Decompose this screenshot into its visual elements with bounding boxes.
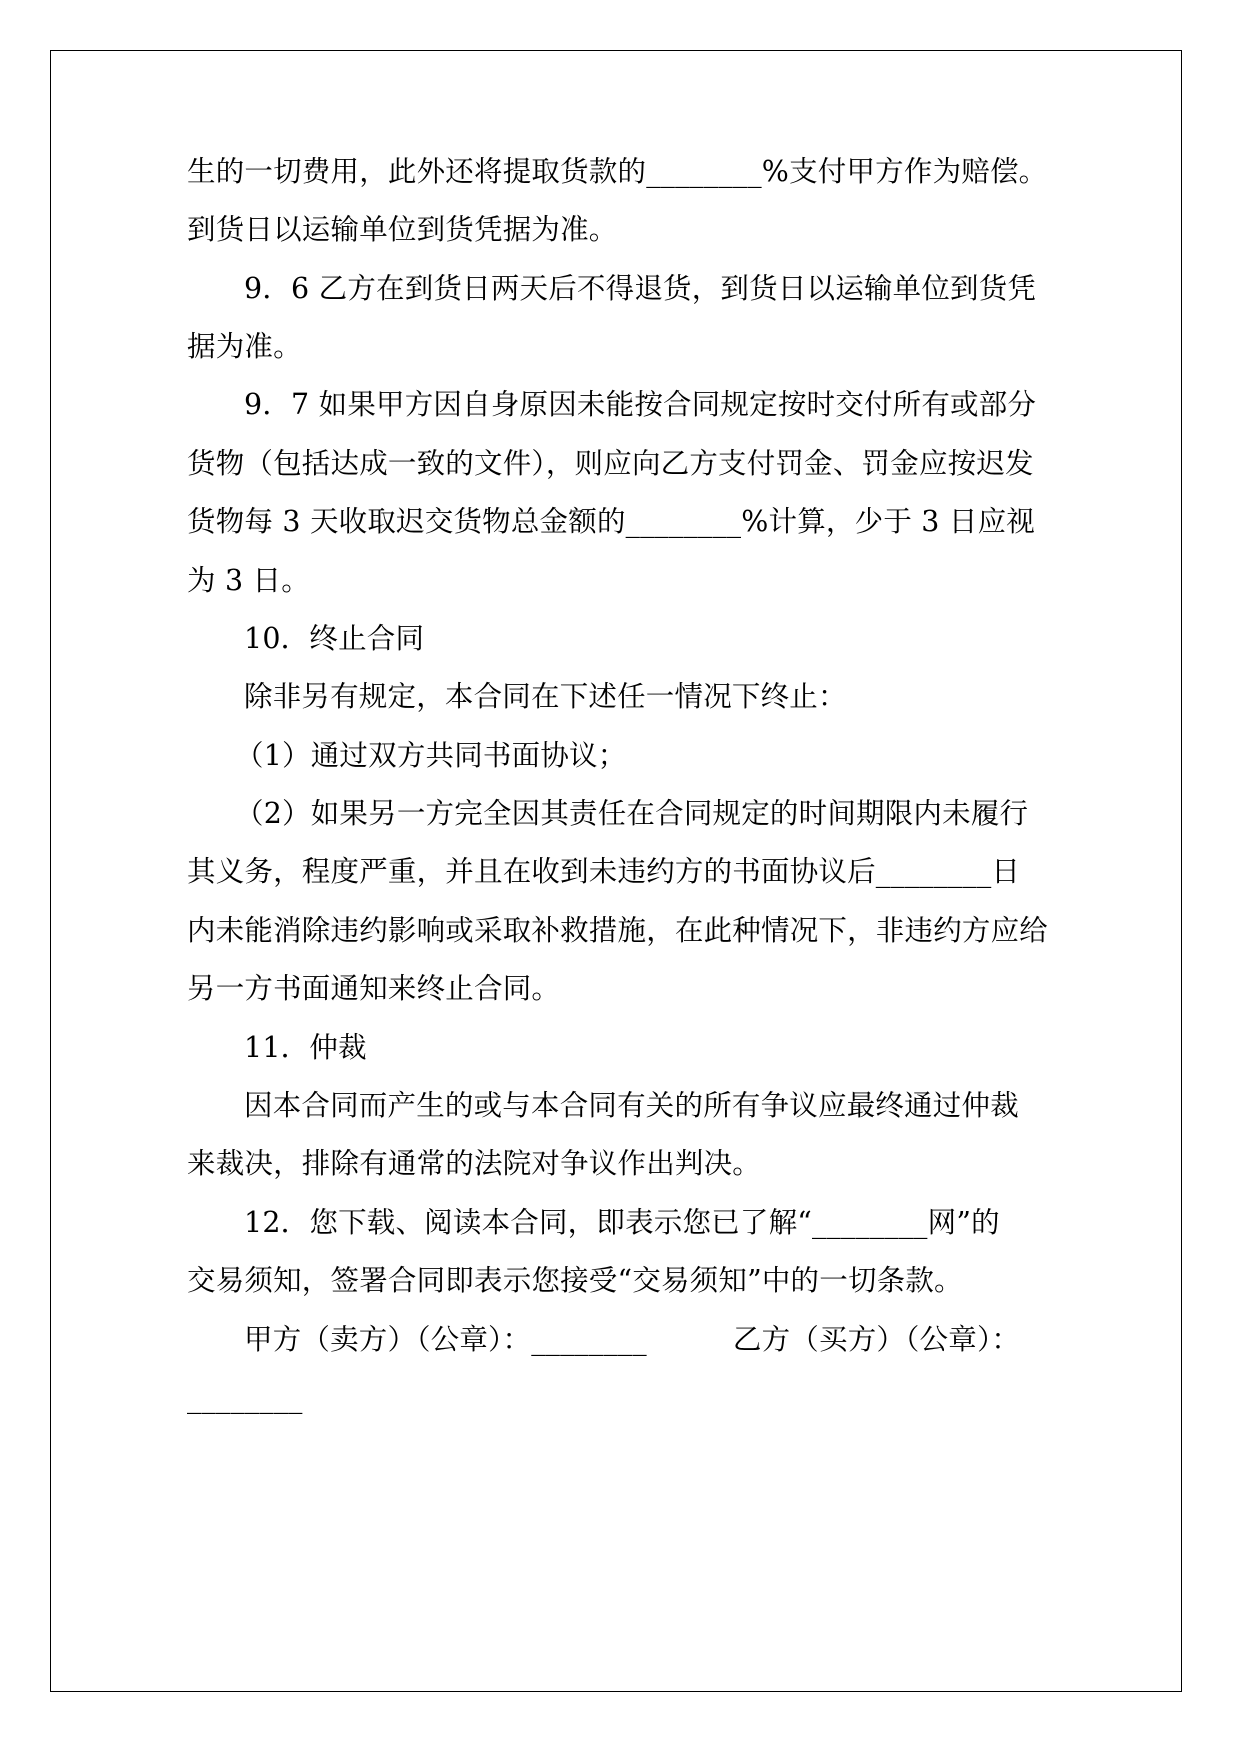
clause-9-6: 9．6 乙方在到货日两天后不得退货，到货日以运输单位到货凭 (244, 272, 1037, 305)
text-line: 另一方书面通知来终止合同。 (187, 972, 561, 1005)
signature-blank: ________ (187, 1381, 303, 1414)
text-line: 为 3 日。 (187, 564, 310, 597)
list-item: （2）如果另一方完全因其责任在合同规定的时间期限内未履行 (235, 797, 1029, 830)
text-line: 生的一切费用，此外还将提取货款的________%支付甲方作为赔偿。 (187, 155, 1048, 188)
list-item: （1）通过双方共同书面协议； (235, 739, 627, 772)
text-line: 来裁决，排除有通常的法院对争议作出判决。 (187, 1147, 762, 1180)
text-line: 因本合同而产生的或与本合同有关的所有争议应最终通过仲裁 (244, 1089, 1019, 1122)
text-line: 除非另有规定，本合同在下述任一情况下终止： (244, 680, 847, 713)
text-line: 内未能消除违约影响或采取补救措施，在此种情况下，非违约方应给 (187, 914, 1049, 947)
text-line: 到货日以运输单位到货凭据为准。 (187, 213, 618, 246)
text-line: 货物每 3 天收取迟交货物总金额的________%计算，少于 3 日应视 (187, 505, 1035, 538)
clause-9-7: 9．7 如果甲方因自身原因未能按合同规定按时交付所有或部分 (244, 388, 1037, 421)
text-line: 其义务，程度严重，并且在收到未违约方的书面协议后________日 (187, 855, 1021, 888)
text-line: 据为准。 (187, 330, 302, 363)
text-line: 交易须知，签署合同即表示您接受“交易须知”中的一切条款。 (187, 1264, 963, 1297)
section-heading-arbitration: 11．仲裁 (244, 1031, 367, 1064)
signature-line: 甲方（卖方）（公章）：________ 乙方（买方）（公章）： (244, 1323, 1021, 1356)
section-heading-termination: 10．终止合同 (244, 622, 425, 655)
clause-12: 12．您下载、阅读本合同，即表示您已了解“________网”的 (244, 1206, 1000, 1239)
text-line: 货物（包括达成一致的文件），则应向乙方支付罚金、罚金应按迟发 (187, 447, 1034, 480)
